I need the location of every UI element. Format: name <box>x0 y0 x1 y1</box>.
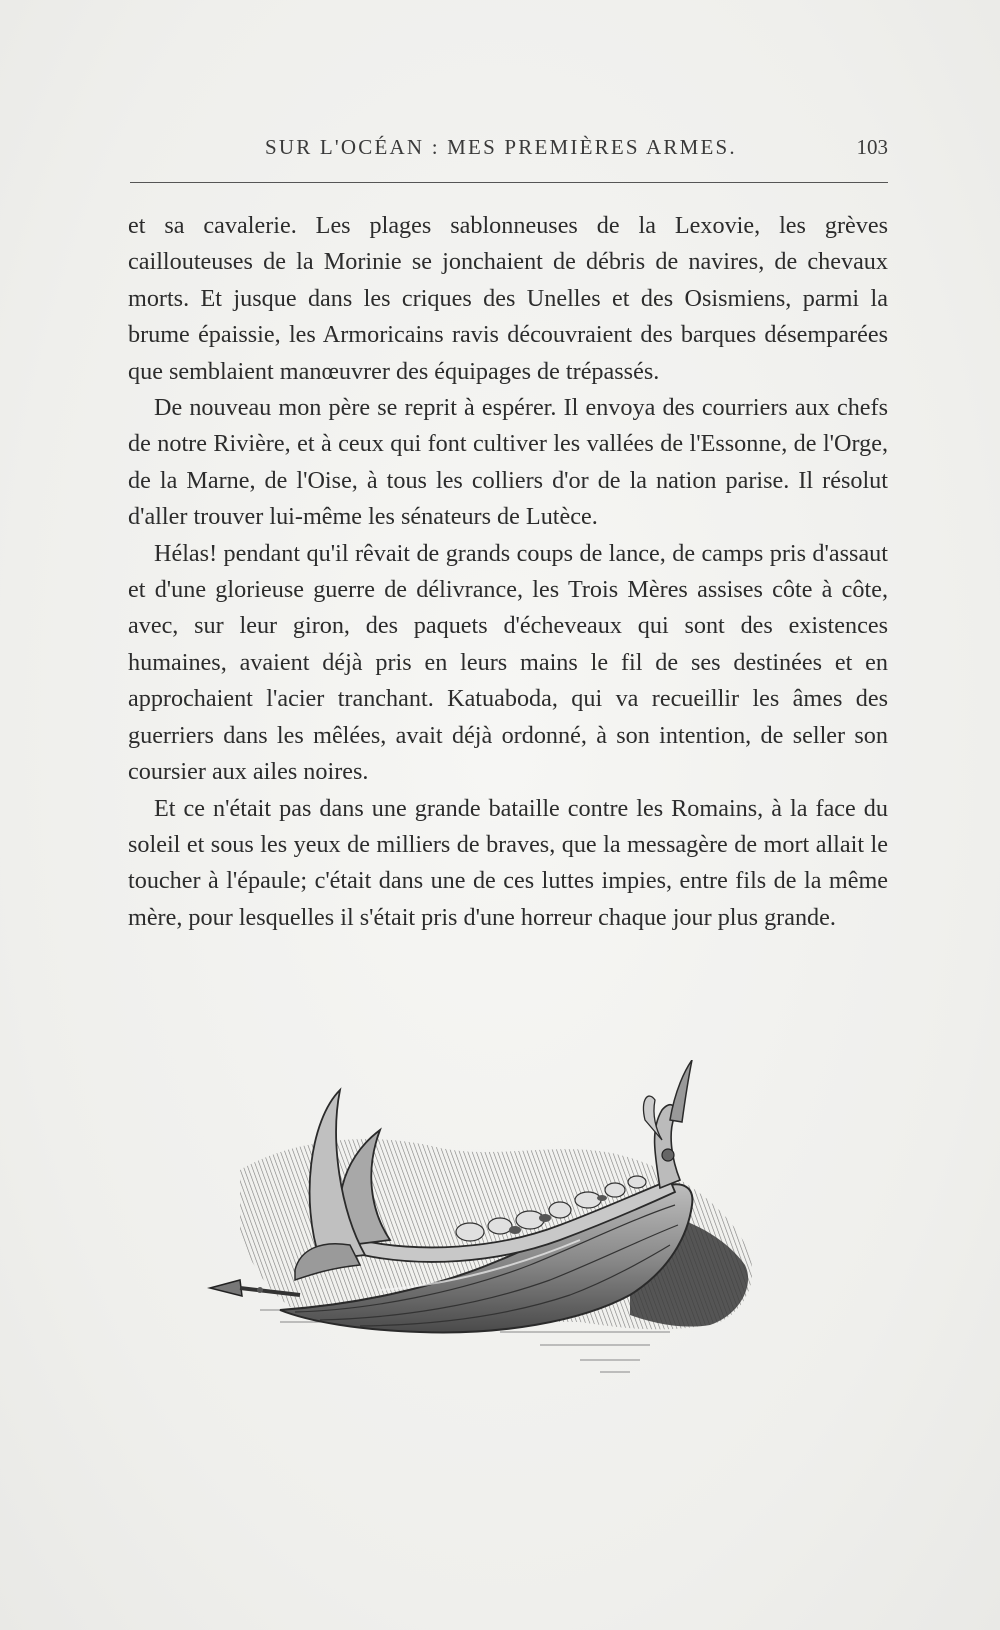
body-text <box>128 208 888 936</box>
boat-engraving <box>200 1060 800 1450</box>
running-head <box>130 132 890 162</box>
running-title: SUR L'OCÉAN : MES PREMIÈRES ARMES. <box>265 135 737 159</box>
header-rule <box>130 182 888 183</box>
boat-engraving-image <box>200 1060 800 1450</box>
paragraph-4: Et ce n'était pas dans une grande bataille contre les Romains, à la face du soleil et sous les yeux de milliers de braves, que la messagère de mort allait le toucher à l'épaule; c'était dans une de ces luttes impies, entre fils de la même mère, pour lesquelles il s'était pris d'une horreur chaque jour plus grande. <box>128 794 888 931</box>
paragraph-2: De nouveau mon père se reprit à espérer. Il envoya des courriers aux chefs de notre Rivière, et à ceux qui font cultiver les vallées de l'Essonne, de l'Orge, de la Marne, de l'Oise, à tous les colliers d'or de la nation parise. Il résolut d'aller trouver lui-même les sénateurs de Lutèce. <box>128 394 888 531</box>
paragraph-3: Hélas! pendant qu'il rêvait de grands coups de lance, de camps pris d'assaut et d'une glorieuse guerre de délivrance, les Trois Mères assises côte à côte, avec, sur leur giron, des paquets d'écheveaux qui sont des existences humaines, avaient déjà pris en leurs mains le fil de ses destinées et en approchaient l'acier tranchant. Katuaboda, qui va recueillir les âmes des guerriers dans les mêlées, avait déjà ordonné, à son intention, de seller son coursier aux ailes noires. <box>128 539 888 786</box>
page-number: 103 <box>856 135 888 159</box>
paragraph-1: et sa cavalerie. Les plages sablonneuses de la Lexovie, les grèves caillouteuses de la Morinie se jonchaient de débris de navires, de chevaux morts. Et jusque dans les criques des Unelles et des Osismiens, parmi la brume épaissie, les Armoricains ravis découvraient des barques désemparées que semblaient manœuvrer des équipages de trépassés. <box>128 212 888 385</box>
